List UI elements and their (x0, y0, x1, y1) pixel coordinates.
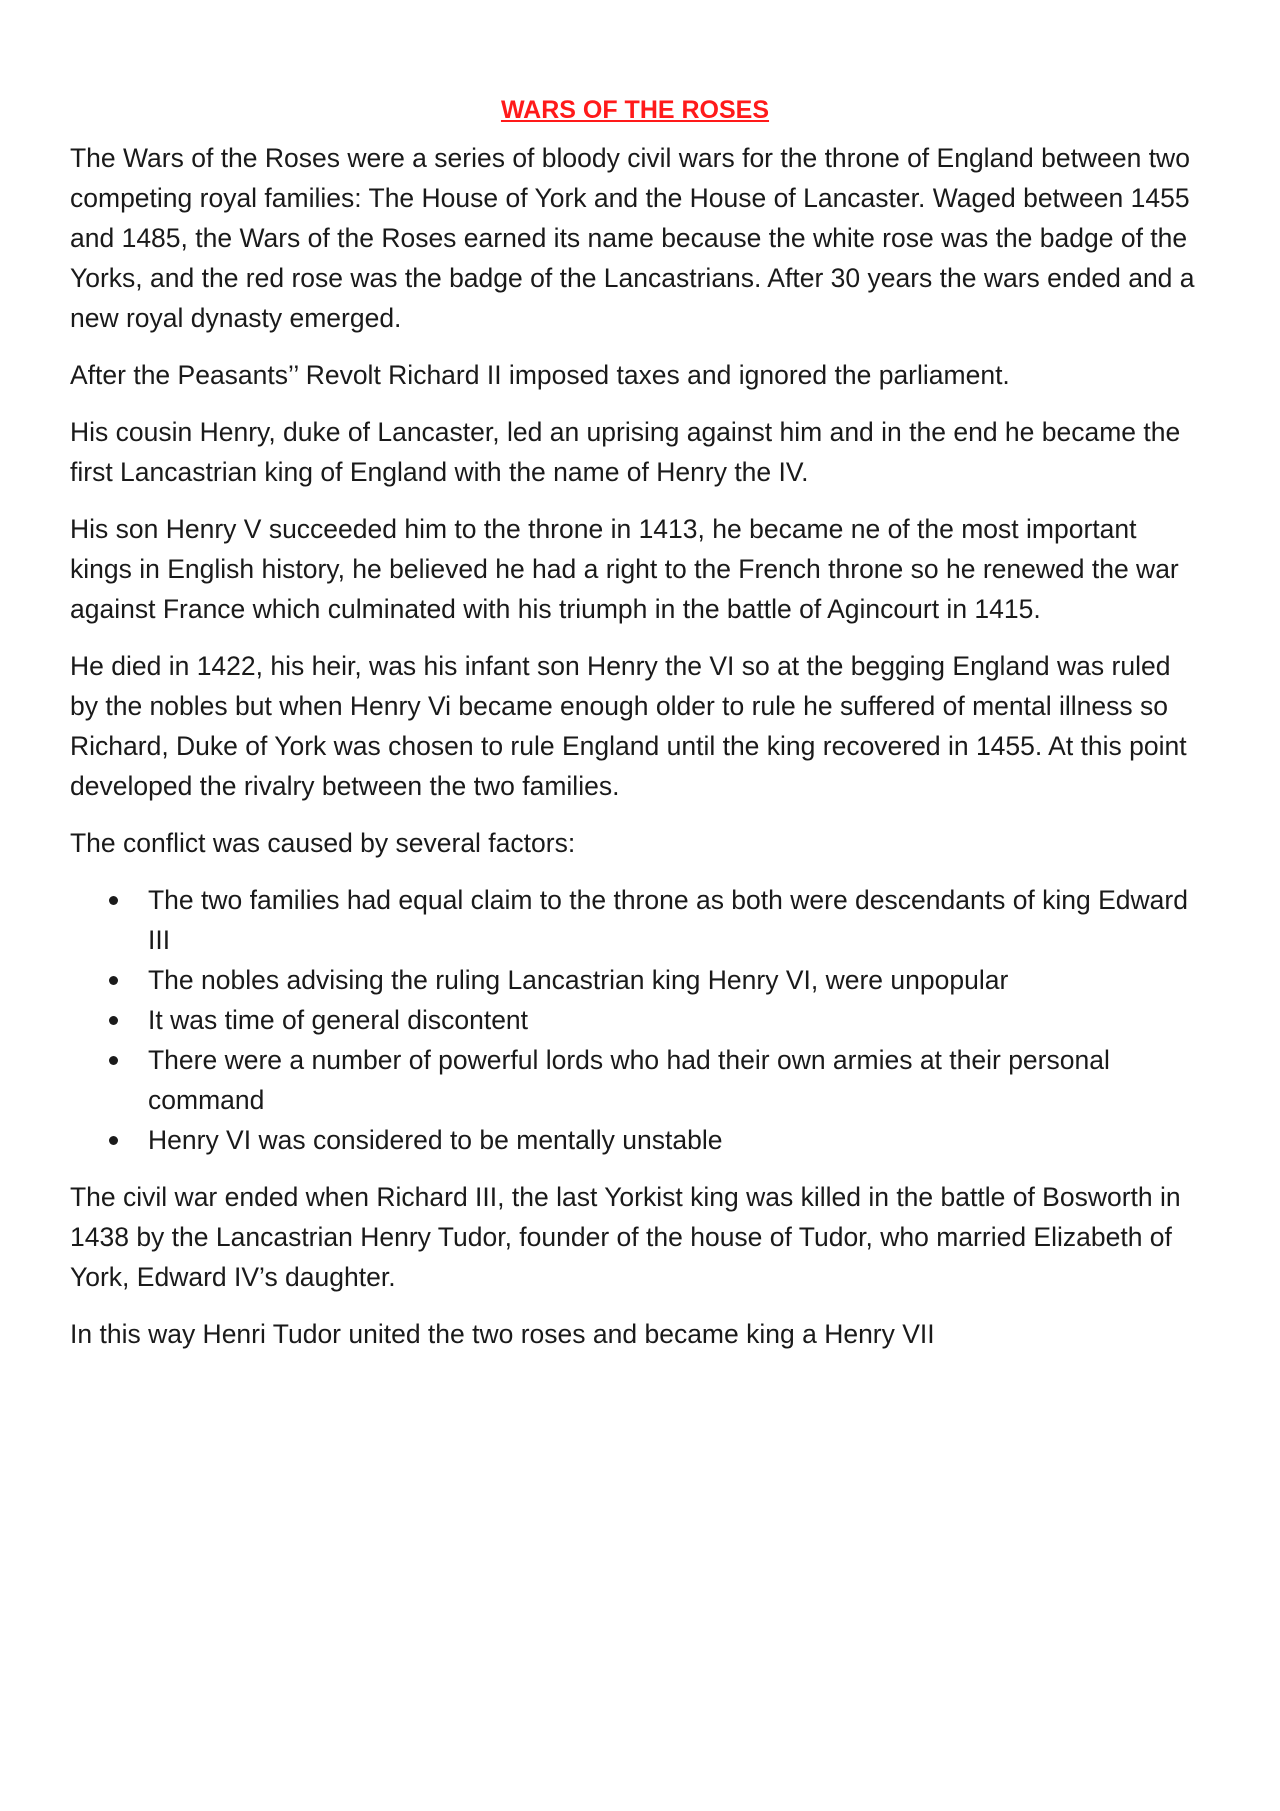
factors-list (70, 880, 1200, 1160)
list-item: It was time of general discontent (70, 1000, 1200, 1040)
document-title: WARS OF THE ROSES (500, 96, 770, 124)
henry-iv-paragraph: His cousin Henry, duke of Lancaster, led an uprising against him and in the end he became the first Lancastrian king of England with the name of Henry the IV. (70, 417, 1181, 487)
peasants-revolt-paragraph: After the Peasants’’ Revolt Richard II imposed taxes and ignored the parliament. (70, 360, 1010, 390)
list-item: The nobles advising the ruling Lancastrian king Henry VI, were unpopular (70, 960, 1200, 1000)
list-item: Henry VI was considered to be mentally unstable (70, 1120, 1200, 1160)
list-item: There were a number of powerful lords who had their own armies at their personal command (70, 1040, 1200, 1120)
list-item: The two families had equal claim to the throne as both were descendants of king Edward III (70, 880, 1200, 960)
intro-paragraph: The Wars of the Roses were a series of bloody civil wars for the throne of England between two competing royal families: The House of York and the House of Lancaster. Waged between 1455 and 1485, the Wars of the Roses earned its name because the white rose was the badge of the Yorks, and the red rose was the badge of the Lancastrians. After 30 years the wars ended and a new royal dynasty emerged. (70, 143, 1195, 333)
factors-intro-paragraph: The conflict was caused by several factors: (70, 828, 576, 858)
henry-vii-paragraph: In this way Henri Tudor united the two roses and became king a Henry VII (70, 1319, 935, 1349)
henry-v-paragraph: His son Henry V succeeded him to the throne in 1413, he became ne of the most important kings in English history, he believed he had a right to the French throne so he renewed the war against France which culminated with his triumph in the battle of Agincourt in 1415. (70, 514, 1179, 624)
war-end-paragraph: The civil war ended when Richard III, the last Yorkist king was killed in the battle of Bosworth in 1438 by the Lancastrian Henry Tudor, founder of the house of Tudor, who married Elizabeth of York, Edward IV’s daughter. (70, 1182, 1181, 1292)
document-page (70, 90, 1200, 1371)
henry-vi-paragraph: He died in 1422, his heir, was his infant son Henry the VI so at the begging England was ruled by the nobles but when Henry Vi became enough older to rule he suffered of mental illness so Richard, Duke of York was chosen to rule England until the king recovered in 1455. At this point developed the rivalry between the two families. (70, 651, 1187, 801)
